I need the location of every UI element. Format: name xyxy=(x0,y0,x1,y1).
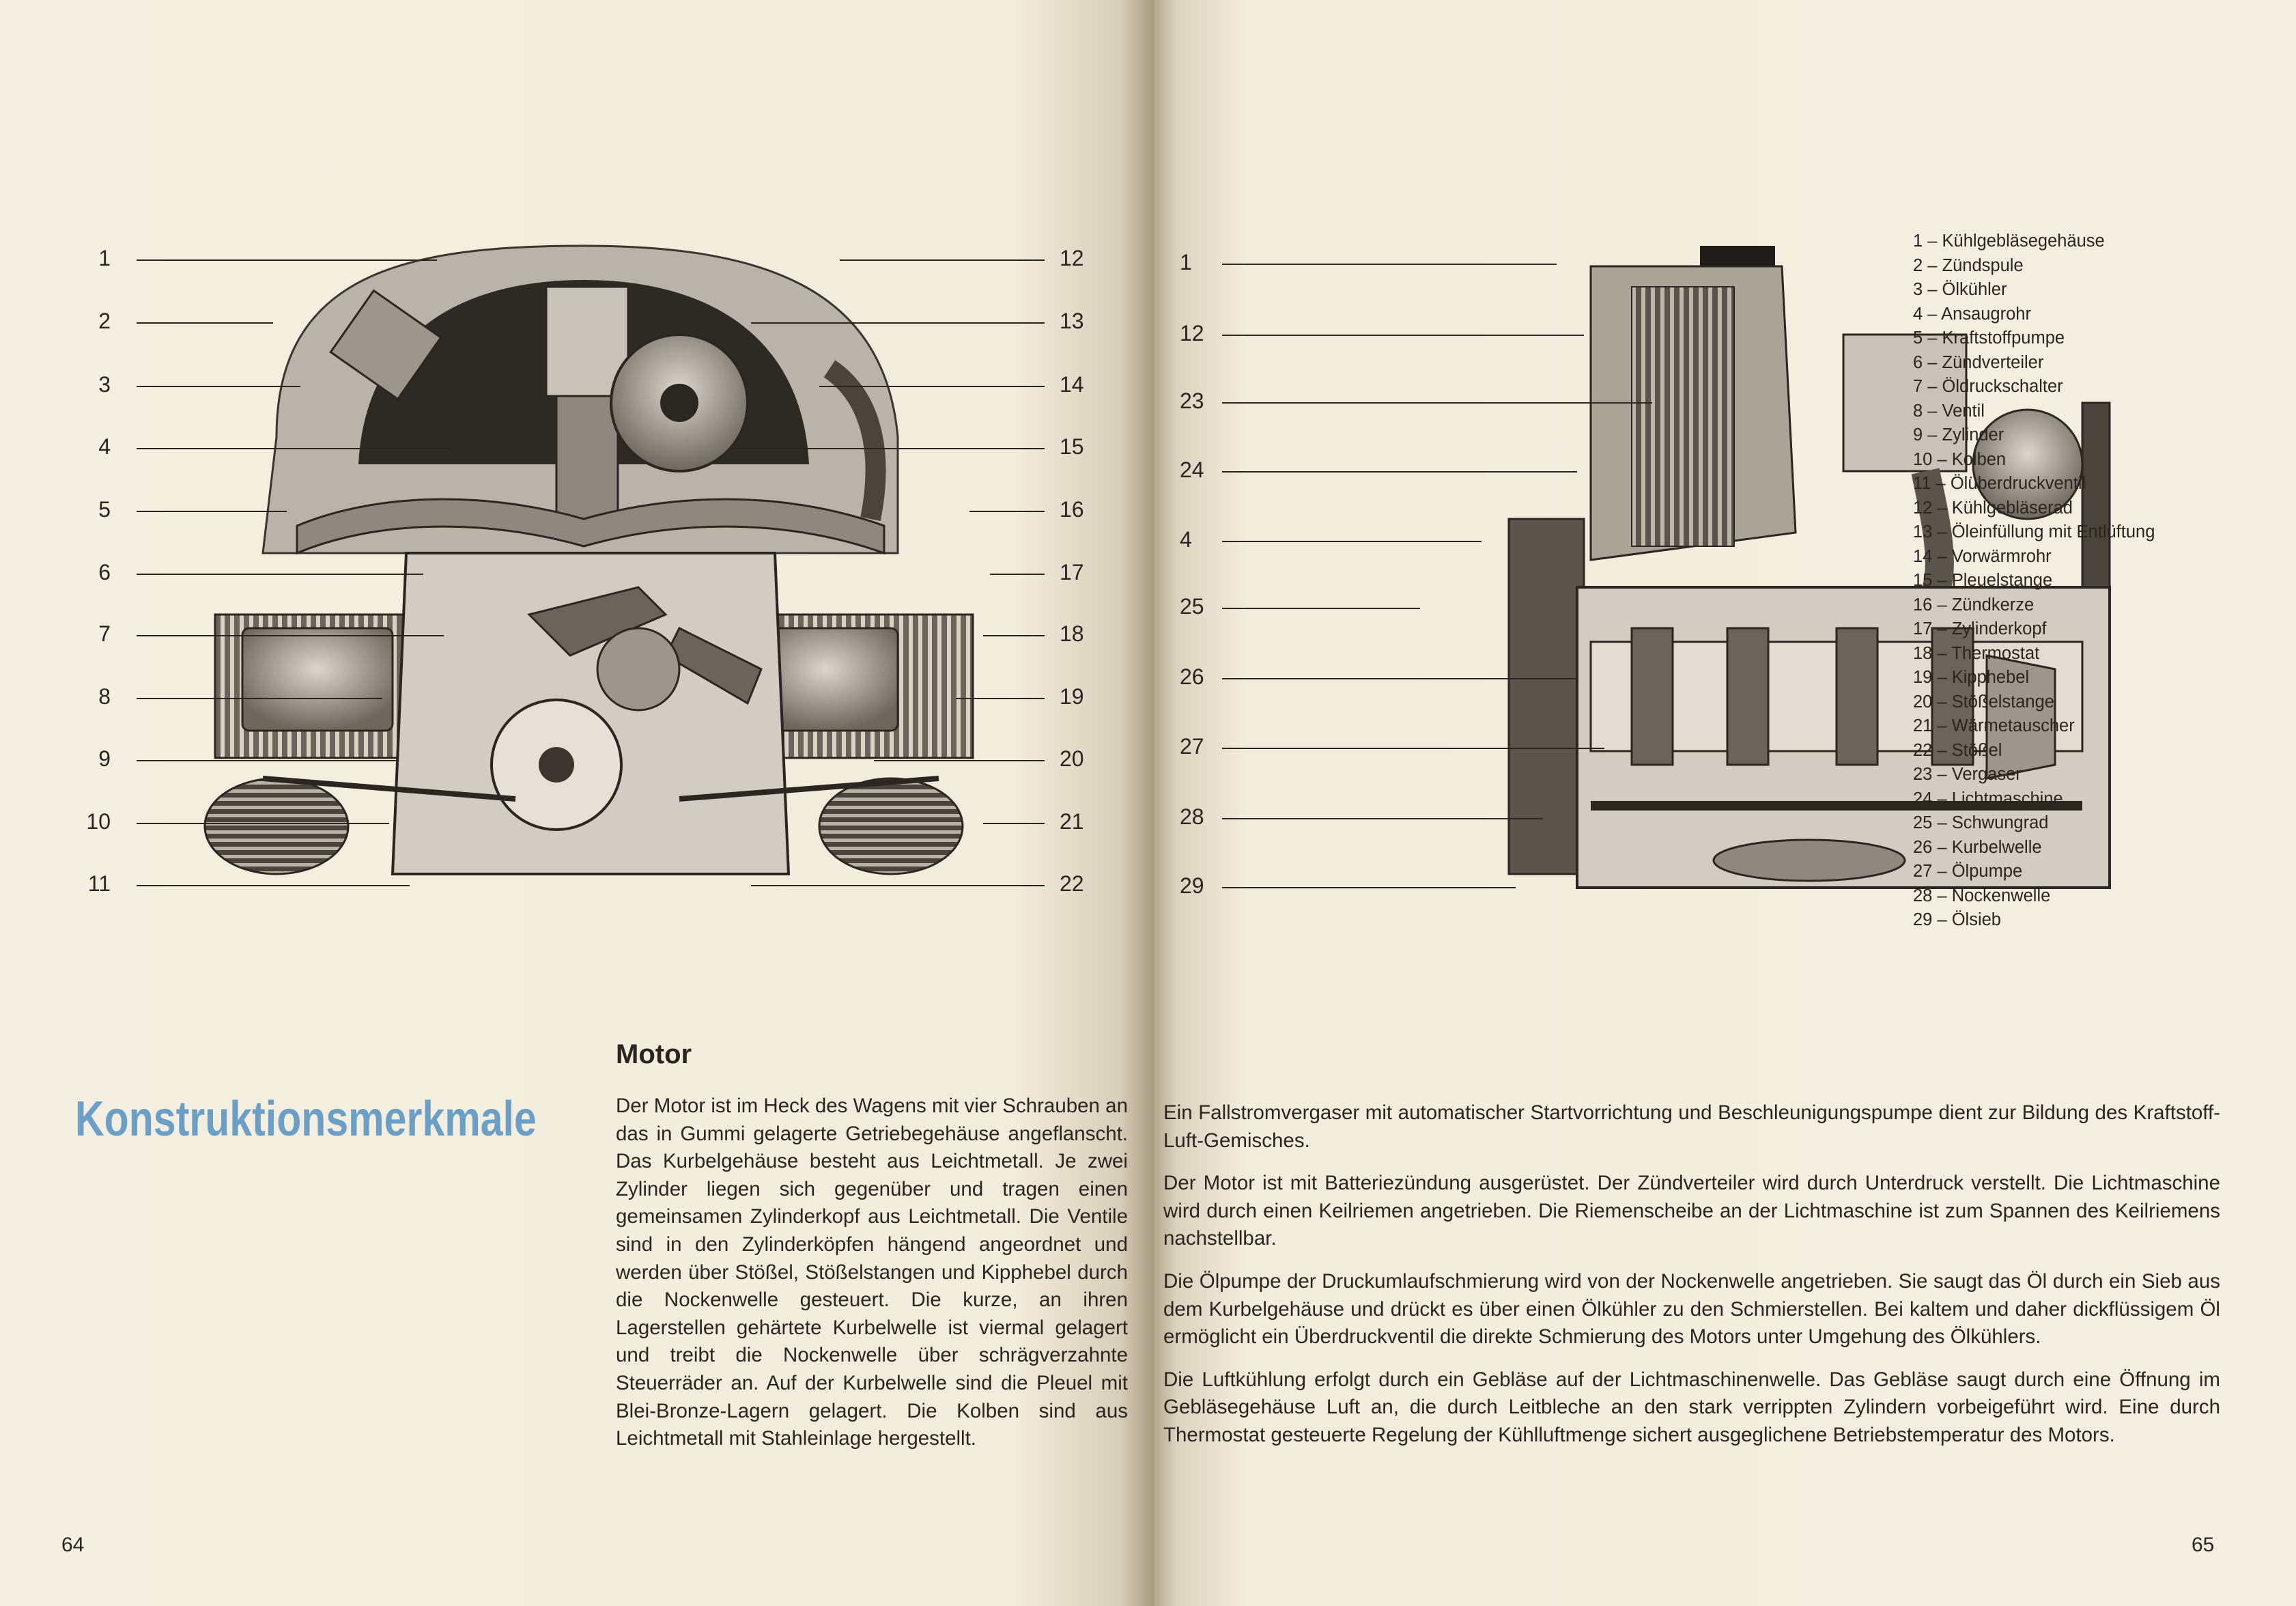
callout-right-1-0-leader xyxy=(1222,264,1557,265)
paragraph-1: Ein Fallstromvergaser mit automatischer Startvorrichtung und Beschleunigungspumpe dient zur Bildung des Kraftstoff-Luft-Gemisches. xyxy=(1163,1101,2220,1152)
legend-item: 4 – Ansaugrohr xyxy=(1913,304,2031,324)
callout-3: 3 xyxy=(98,372,111,397)
callout-10-leader xyxy=(137,823,389,824)
paragraph-3: Die Ölpumpe der Druckumlaufschmierung wird von der Nockenwelle angetrieben. Sie saugt das Öl durch ein Sieb aus dem Kurbelgehäuse und drückt es über einen Ölkühler zu den Schmierstellen. Bei kaltem und daher dickflüssigem Öl ermöglicht ein Überdruckventil die direkte Schmierung des Motors unter Umgehung des Ölkühlers. xyxy=(1163,1269,2220,1349)
legend-item: 10 – Kolben xyxy=(1913,449,2007,469)
callout-15: 15 xyxy=(1060,434,1084,459)
legend-item: 13 – Öleinfüllung mit Entlüftung xyxy=(1913,522,2155,541)
callout-2: 2 xyxy=(98,309,111,333)
callout-21: 21 xyxy=(1060,809,1084,834)
callout-11: 11 xyxy=(87,871,111,896)
callout-4-leader xyxy=(137,448,451,449)
callout-right-1-0: 1 xyxy=(1180,250,1192,274)
callout-3-leader xyxy=(137,386,300,387)
callout-12-leader xyxy=(840,259,1045,261)
legend-item: 19 – Kipphebel xyxy=(1913,668,2030,687)
legend-item: 28 – Nockenwelle xyxy=(1913,886,2051,905)
callout-9: 9 xyxy=(98,746,111,771)
legend-item: 5 – Kraftstoffpumpe xyxy=(1913,328,2065,348)
callout-2-leader xyxy=(137,322,273,324)
callout-7-leader xyxy=(137,635,444,636)
body-text xyxy=(1163,1099,2220,1465)
callout-21-leader xyxy=(983,823,1045,824)
callout-6-leader xyxy=(137,574,423,575)
legend-item: 29 – Ölsieb xyxy=(1913,910,2001,929)
legend-item: 14 – Vorwärmrohr xyxy=(1913,546,2052,566)
callout-right-23-2: 23 xyxy=(1180,389,1204,413)
legend-item: 1 – Kühlgebläsegehäuse xyxy=(1913,231,2105,251)
callout-right-25-5-leader xyxy=(1222,608,1420,609)
callout-14-leader xyxy=(819,386,1045,387)
callout-18-leader xyxy=(983,635,1045,636)
legend-item: 23 – Vergaser xyxy=(1913,765,2022,784)
page-number-right: 65 xyxy=(2192,1534,2215,1556)
legend-item: 6 – Zündverteiler xyxy=(1913,352,2044,372)
callout-22: 22 xyxy=(1060,871,1084,896)
legend-item: 18 – Thermostat xyxy=(1913,643,2040,663)
body-paragraph: Der Motor ist im Heck des Wagens mit vier Schrauben an das in Gummi gelagerte Getriebegehäuse angeflanscht. Das Kurbelgehäuse besteht aus Leichtmetall. Je zwei Zylinder liegen sich gegenüber und tragen einen gemeinsamen Zylinderkopf aus Leichtmetall. Die Ventile sind in den Zylinderköpfen hängend angeordnet und werden über Stößel, Stößelstangen und Kipphebel durch die Nockenwelle gesteuert. Die kurze, an ihren Lagerstellen gehärtete Kurbelwelle ist viermal gelagert und treibt die Nockenwelle über schrägverzahnte Steuerräder an. Auf der Kurbelwelle sind die Pleuel mit Blei-Bronze-Lagern gelagert. Die Kolben sind aus Leichtmetall mit Stahleinlage hergestellt. xyxy=(616,1095,1128,1450)
section-title: Konstruktionsmerkmale xyxy=(75,1092,537,1146)
legend-item: 15 – Pleuelstange xyxy=(1913,571,2053,590)
legend-item: 7 – Öldruckschalter xyxy=(1913,377,2063,396)
callout-8: 8 xyxy=(98,684,111,709)
callout-9-leader xyxy=(137,760,396,761)
callout-right-28-8-leader xyxy=(1222,818,1543,819)
callout-20: 20 xyxy=(1060,746,1084,771)
callout-5: 5 xyxy=(98,497,111,522)
callout-right-27-7-leader xyxy=(1222,748,1604,749)
callout-16: 16 xyxy=(1060,497,1084,522)
callout-15-leader xyxy=(731,448,1045,449)
legend-item: 27 – Ölpumpe xyxy=(1913,862,2023,881)
callout-13: 13 xyxy=(1060,309,1084,333)
callout-right-27-7: 27 xyxy=(1180,734,1204,759)
callout-14: 14 xyxy=(1060,372,1084,397)
callout-right-24-3: 24 xyxy=(1180,457,1204,482)
legend-item: 25 – Schwungrad xyxy=(1913,813,2049,832)
callout-right-12-1-leader xyxy=(1222,335,1584,336)
callout-10: 10 xyxy=(86,809,111,834)
legend-item: 20 – Stößelstange xyxy=(1913,692,2054,712)
callout-13-leader xyxy=(751,322,1045,324)
callout-6: 6 xyxy=(98,560,111,584)
page-number-left: 64 xyxy=(61,1534,85,1556)
legend-item: 11 – Ölüberdruckventil xyxy=(1913,474,2086,493)
callout-19: 19 xyxy=(1060,684,1084,709)
legend-item: 12 – Kühlgebläserad xyxy=(1913,498,2073,518)
callout-17: 17 xyxy=(1060,560,1084,584)
callout-12: 12 xyxy=(1060,246,1084,270)
legend-item: 24 – Lichtmaschine xyxy=(1913,789,2063,808)
callout-right-26-6-leader xyxy=(1222,678,1577,679)
callout-right-29-9: 29 xyxy=(1180,873,1204,898)
callout-right-26-6: 26 xyxy=(1180,664,1204,689)
legend-item: 21 – Wärmetauscher xyxy=(1913,716,2075,735)
parts-legend xyxy=(1913,229,2155,929)
callout-20-leader xyxy=(874,760,1045,761)
legend-item: 2 – Zündspule xyxy=(1913,255,2024,275)
subheading-motor: Motor xyxy=(616,1039,692,1069)
paragraph-4: Die Luftkühlung erfolgt durch ein Gebläse auf der Lichtmaschinenwelle. Das Gebläse saugt durch eine Öffnung im Gebläsegehäuse Luft an, die durch Leitbleche an den stark verrippten Zylindern vorbeigeführt wird. Eine durch Thermostat gesteuerte Regelung der Kühlluftmenge sichert ausgeglichene Betriebstemperatur des Motors. xyxy=(1163,1368,2220,1446)
callout-1: 1 xyxy=(98,246,111,270)
callout-17-leader xyxy=(990,574,1045,575)
callout-8-leader xyxy=(137,698,382,699)
callout-right-25-5: 25 xyxy=(1180,594,1204,619)
legend-item: 22 – Stößel xyxy=(1913,740,2002,760)
callout-16-leader xyxy=(969,511,1045,512)
callout-right-24-3-leader xyxy=(1222,471,1577,473)
paragraph-2: Der Motor ist mit Batteriezündung ausgerüstet. Der Zündverteiler wird durch Unterdruck verstellt. Die Lichtmaschine wird durch einen Keilriemen angetrieben. Die Riemenscheibe an der Lichtmaschine ist zum Spannen des Keilriemens nachstellbar. xyxy=(1163,1172,2220,1250)
callout-right-12-1: 12 xyxy=(1180,321,1204,346)
legend-item: 8 – Ventil xyxy=(1913,401,1985,421)
callout-1-leader xyxy=(137,259,437,261)
callout-5-leader xyxy=(137,511,287,512)
callout-22-leader xyxy=(751,885,1045,886)
legend-item: 3 – Ölkühler xyxy=(1913,280,2007,299)
callout-right-23-2-leader xyxy=(1222,402,1652,404)
callout-right-28-8: 28 xyxy=(1180,804,1204,829)
right-page xyxy=(1154,0,2296,1606)
legend-item: 9 – Zylinder xyxy=(1913,425,2004,445)
callout-4: 4 xyxy=(98,434,111,459)
callout-right-29-9-leader xyxy=(1222,887,1516,888)
legend-item: 17 – Zylinderkopf xyxy=(1913,619,2047,638)
callout-19-leader xyxy=(956,698,1045,699)
callout-7: 7 xyxy=(98,621,111,646)
callout-right-4-4: 4 xyxy=(1180,527,1192,552)
legend-item: 16 – Zündkerze xyxy=(1913,595,2035,615)
callout-11-leader xyxy=(137,885,410,886)
callout-18: 18 xyxy=(1060,621,1084,646)
callout-right-4-4-leader xyxy=(1222,541,1482,542)
legend-item: 26 – Kurbelwelle xyxy=(1913,837,2042,857)
